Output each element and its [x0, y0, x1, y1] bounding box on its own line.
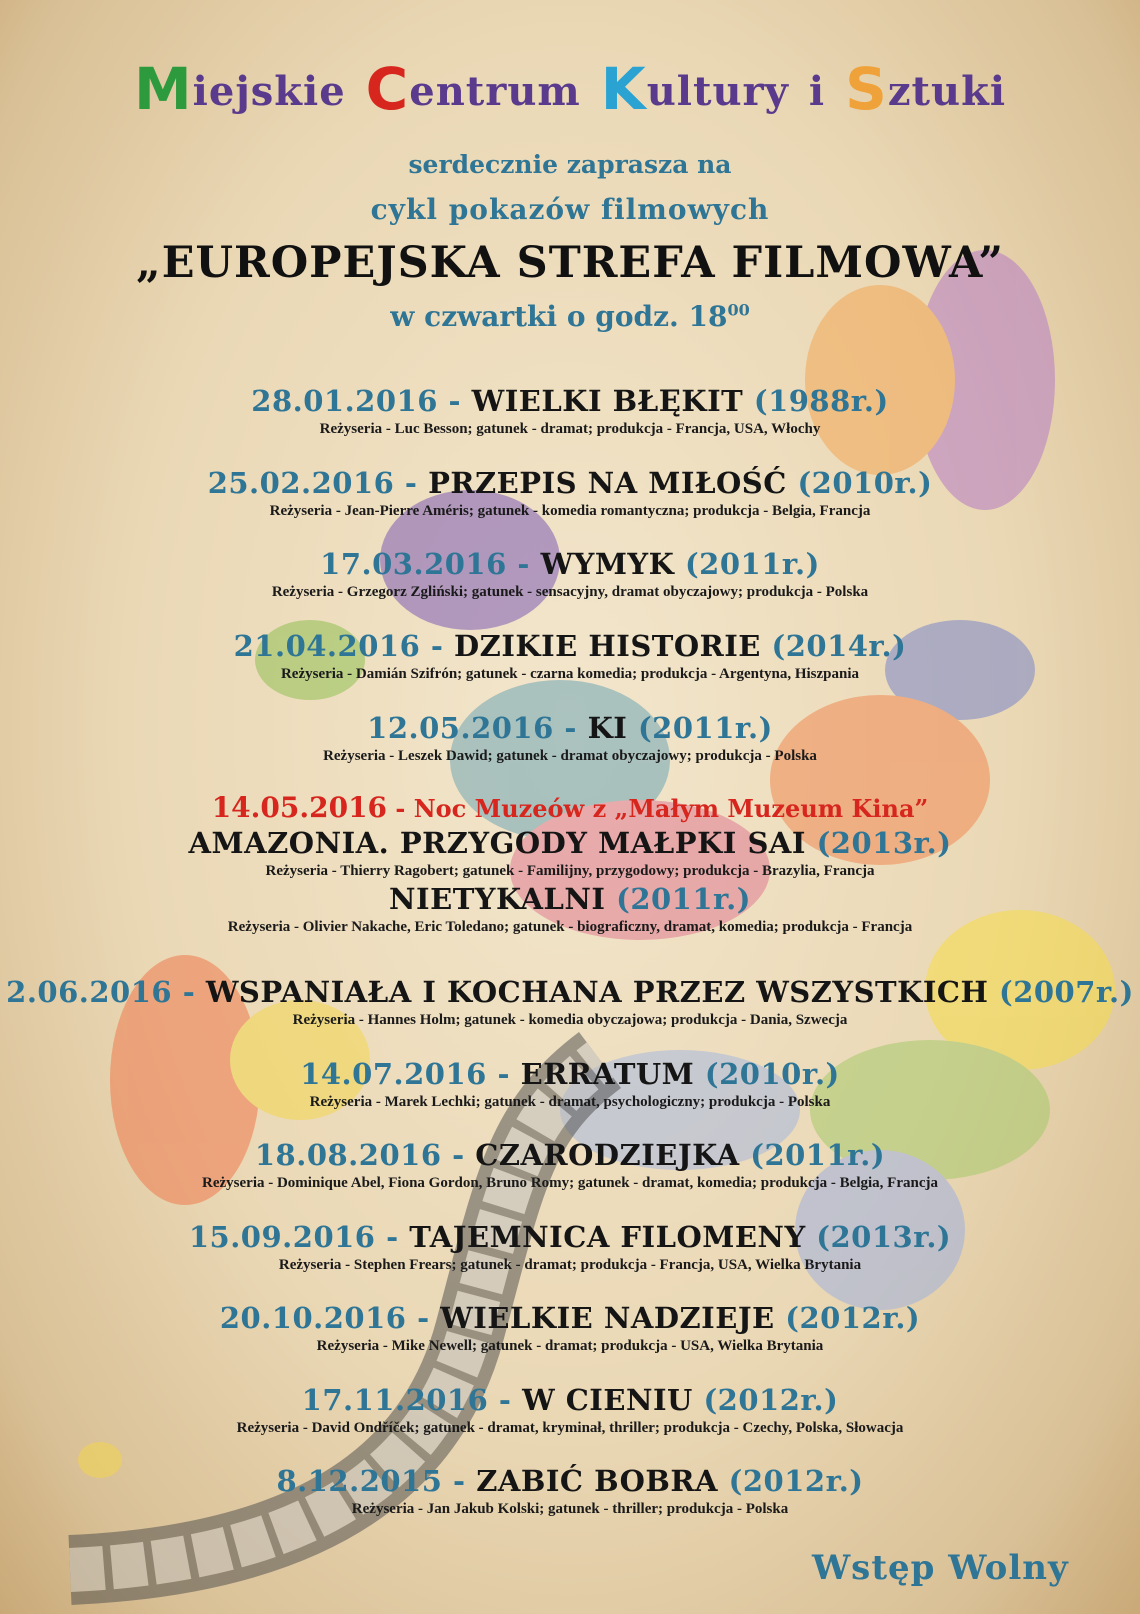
film-year: (2010r.): [797, 466, 933, 500]
film-year: (2011r.): [684, 547, 820, 581]
film-info: Reżyseria - Thierry Ragobert; gatunek - Familijny, przygodowy; produkcja - Brazylia, Francja: [265, 863, 875, 879]
film-year: (2007r.): [998, 975, 1134, 1009]
film-title: ERRATUM: [520, 1057, 695, 1091]
film-title: W CIENIU: [522, 1383, 693, 1417]
word-miejskie: Miejskie: [133, 55, 346, 123]
word-i: i: [808, 68, 826, 115]
film-heading: 20.10.2016 - WIELKIE NADZIEJE (2012r.): [219, 1301, 921, 1335]
film-title: WIELKIE NADZIEJE: [440, 1301, 775, 1335]
film-year: (2011r.): [750, 1138, 886, 1172]
film-title: CZARODZIEJKA: [475, 1138, 740, 1172]
film-heading: 28.01.2016 - WIELKI BŁĘKIT (1988r.): [251, 384, 889, 418]
film-entry: [0, 1382, 1140, 1438]
film-year: (2010r.): [704, 1057, 840, 1091]
film-heading: 17.11.2016 - W CIENIU (2012r.): [301, 1383, 839, 1417]
film-info: Reżyseria - Mike Newell; gatunek - dramat; produkcja - USA, Wielka Brytania: [316, 1338, 824, 1354]
event-title: „EUROPEJSKA STREFA FILMOWA”: [135, 238, 1005, 288]
film-info: Reżyseria - Jan Jakub Kolski; gatunek - thriller; produkcja - Polska: [351, 1501, 789, 1517]
film-year: (2013r.): [816, 826, 952, 860]
film-info: Reżyseria - Hannes Holm; gatunek - komedia obyczajowa; produkcja - Dania, Szwecja: [292, 1012, 848, 1028]
initial-s: S: [845, 55, 888, 123]
museum-night-date: 14.05.2016: [211, 791, 388, 824]
film-info: Reżyseria - Damián Szifrón; gatunek - czarna komedia; produkcja - Argentyna, Hiszpania: [280, 666, 860, 682]
film-entry: [0, 383, 1140, 439]
film-date: 28.01.2016: [251, 384, 438, 418]
film-year: (1988r.): [753, 384, 889, 418]
film-info: Reżyseria - Marek Lechki; gatunek - dramat, psychologiczny; produkcja - Polska: [309, 1094, 831, 1110]
museum-night-block: [0, 792, 1140, 937]
institution-name: [0, 55, 1140, 123]
word-sztuki: Sztuki: [845, 55, 1007, 123]
film-entry: [0, 1463, 1140, 1519]
film-heading: 14.07.2016 - ERRATUM (2010r.): [300, 1057, 840, 1091]
film-info: Reżyseria - Grzegorz Zgliński; gatunek - sensacyjny, dramat obyczajowy; produkcja - Polska: [271, 584, 869, 600]
film-heading: [0, 881, 1140, 917]
film-title: NIETYKALNI: [389, 882, 606, 916]
film-year: (2012r.): [703, 1383, 839, 1417]
film-info: Reżyseria - Stephen Frears; gatunek - dramat; produkcja - Francja, USA, Wielka Brytania: [278, 1257, 862, 1273]
film-heading: 18.08.2016 - CZARODZIEJKA (2011r.): [254, 1138, 886, 1172]
museum-night-label: - Noc Muzeów z „Małym Muzeum Kina”: [395, 794, 929, 823]
film-entry: [0, 465, 1140, 521]
film-date: 20.10.2016: [219, 1301, 407, 1335]
film-info: Reżyseria - Leszek Dawid; gatunek - dramat obyczajowy; produkcja - Polska: [323, 748, 817, 764]
film-title: AMAZONIA. PRZYGODY MAŁPKI SAI: [188, 826, 806, 860]
film-heading: 21.04.2016 - DZIKIE HISTORIE (2014r.): [233, 629, 907, 663]
film-title: TAJEMNICA FILOMENY: [409, 1220, 806, 1254]
film-date: 17.03.2016: [320, 547, 507, 581]
film-year: (2012r.): [785, 1301, 921, 1335]
film-date: 21.04.2016: [233, 629, 421, 663]
film-info: Reżyseria - Dominique Abel, Fiona Gordon, Bruno Romy; gatunek - dramat, komedia; produkcja - Belgia, Francja: [202, 1175, 938, 1191]
invite-text: serdecznie zaprasza na: [408, 150, 732, 179]
film-entry: [0, 1137, 1140, 1193]
initial-c: C: [365, 55, 410, 123]
word-kultury: Kultury: [600, 55, 789, 123]
word-centrum: Centrum: [365, 55, 581, 123]
film-date: 15.09.2016: [188, 1220, 376, 1254]
film-heading: 25.02.2016 - PRZEPIS NA MIŁOŚĆ (2010r.): [207, 466, 933, 500]
film-entry: [0, 1056, 1140, 1112]
film-year: (2012r.): [728, 1464, 864, 1498]
film-info: Reżyseria - David Ondříček; gatunek - dramat, kryminał, thriller; produkcja - Czechy, Polska, Słowacja: [236, 1420, 904, 1436]
film-heading: 2.06.2016 - WSPANIAŁA I KOCHANA PRZEZ WSZYSTKICH (2007r.): [6, 975, 1134, 1009]
film-info: Reżyseria - Jean-Pierre Améris; gatunek - komedia romantyczna; produkcja - Belgia, Francja: [269, 503, 871, 519]
film-title: WIELKI BŁĘKIT: [471, 384, 744, 418]
free-entry-note: Wstęp Wolny: [812, 1548, 1069, 1588]
initial-m: M: [133, 55, 193, 123]
film-heading: 8.12.2015 - ZABIĆ BOBRA (2012r.): [276, 1464, 864, 1498]
film-year: (2011r.): [637, 711, 773, 745]
schedule-minutes: 00: [727, 300, 750, 320]
film-date: 8.12.2015: [276, 1464, 443, 1498]
film-date: 17.11.2016: [301, 1383, 489, 1417]
film-heading: 15.09.2016 - TAJEMNICA FILOMENY (2013r.): [188, 1220, 952, 1254]
film-heading: 12.05.2016 - KI (2011r.): [367, 711, 773, 745]
museum-night-heading: [0, 792, 1140, 825]
film-date: 14.07.2016: [300, 1057, 487, 1091]
film-info: Reżyseria - Luc Besson; gatunek - dramat; produkcja - Francja, USA, Włochy: [319, 421, 821, 437]
film-year: (2014r.): [771, 629, 907, 663]
film-heading: [0, 825, 1140, 861]
film-title: ZABIĆ BOBRA: [476, 1464, 719, 1498]
film-title: WYMYK: [540, 547, 675, 581]
film-info: Reżyseria - Olivier Nakache, Eric Toledano; gatunek - biograficzny, dramat, komedia; produkcja - Francja: [227, 919, 913, 935]
film-date: 25.02.2016: [207, 466, 395, 500]
film-entry: [0, 1219, 1140, 1275]
film-date: 12.05.2016: [367, 711, 554, 745]
film-entry: [0, 710, 1140, 766]
film-entry: [0, 974, 1140, 1030]
film-date: 18.08.2016: [254, 1138, 442, 1172]
film-title: WSPANIAŁA I KOCHANA PRZEZ WSZYSTKICH: [205, 975, 989, 1009]
film-entry: [0, 1300, 1140, 1356]
schedule-text: w czwartki o godz. $18^{00}$: [390, 300, 750, 333]
film-title: KI: [587, 711, 628, 745]
film-title: PRZEPIS NA MIŁOŚĆ: [428, 466, 787, 500]
film-heading: 17.03.2016 - WYMYK (2011r.): [320, 547, 820, 581]
film-year: (2013r.): [816, 1220, 952, 1254]
film-entry: [0, 628, 1140, 684]
film-title: DZIKIE HISTORIE: [454, 629, 761, 663]
cycle-text: cykl pokazów filmowych: [370, 193, 770, 226]
film-entry: [0, 546, 1140, 602]
film-year: (2011r.): [616, 882, 751, 916]
film-date: 2.06.2016: [6, 975, 173, 1009]
initial-k: K: [600, 55, 647, 123]
